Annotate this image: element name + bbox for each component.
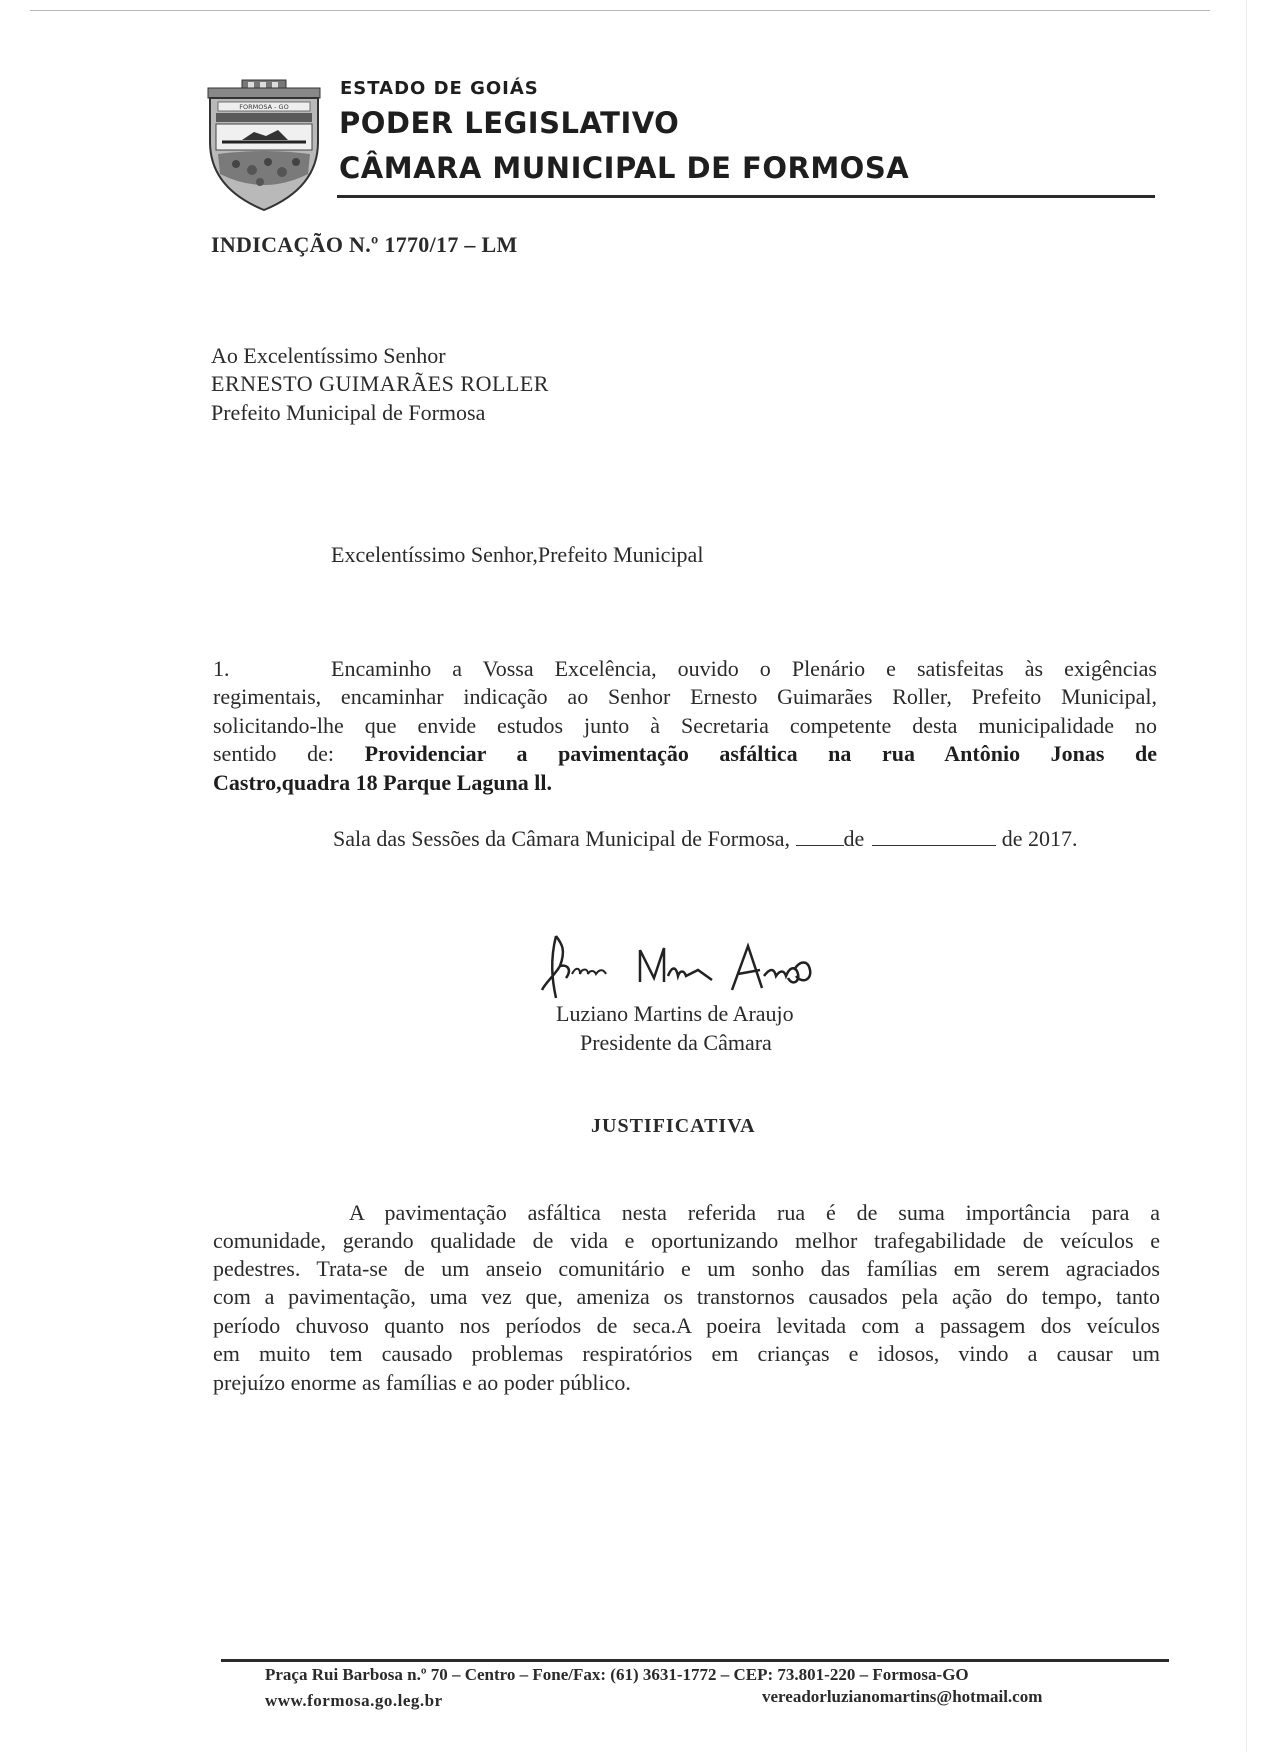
body-text-4: sentido de: — [213, 741, 334, 766]
footer-divider — [221, 1659, 1169, 1662]
body-line-4 — [213, 741, 1157, 767]
body-line-5 — [213, 770, 1157, 796]
scan-edge-line — [30, 10, 1210, 11]
signer-name: Luziano Martins de Araujo — [556, 1001, 794, 1026]
body-line-3: solicitando-lhe que envide estudos junto à Secretaria competente desta municipalidade no — [213, 713, 1157, 738]
month-blank — [872, 829, 996, 846]
day-blank — [796, 829, 844, 846]
justification-line-3: pedestres. Trata-se de um anseio comunitário e um sonho das famílias em serem agraciados — [213, 1256, 1160, 1281]
salutation: Excelentíssimo Senhor,Prefeito Municipal — [331, 542, 704, 567]
body-line-1 — [213, 656, 1157, 682]
request-text-1: Providenciar a pavimentação asfáltica na rua Antônio Jonas de — [364, 741, 1158, 766]
justification-line-7: prejuízo enorme as famílias e ao poder público. — [213, 1370, 631, 1395]
request-text-2: Castro,quadra 18 Parque Laguna ll. — [213, 770, 553, 795]
justification-title: JUSTIFICATIVA — [591, 1115, 756, 1137]
municipal-crest-emblem — [206, 78, 322, 212]
sessions-prefix: Sala das Sessões da Câmara Municipal de Formosa, — [333, 826, 791, 851]
addressee-name: ERNESTO GUIMARÃES ROLLER — [211, 371, 549, 396]
crest-text: FORMOSA - GO — [239, 103, 289, 111]
footer-address: Praça Rui Barbosa n.º 70 – Centro – Fone/Fax: (61) 3631-1772 – CEP: 73.801-220 – Formosa-GO — [265, 1665, 969, 1684]
justification-line-4: com a pavimentação, uma vez que, ameniza os transtornos causados pela ação do tempo, tanto — [213, 1284, 1160, 1309]
sessions-year: de 2017. — [1001, 826, 1078, 851]
state-name: ESTADO DE GOIÁS — [340, 78, 539, 99]
footer-website-link[interactable]: www.formosa.go.leg.br — [265, 1691, 443, 1710]
addressee-line-1: Ao Excelentíssimo Senhor — [211, 343, 446, 368]
signer-role: Presidente da Câmara — [580, 1030, 772, 1055]
justification-line-6: em muito tem causado problemas respiratórios em crianças e idosos, vindo a causar um — [213, 1341, 1160, 1366]
sessions-line — [333, 826, 1153, 852]
chamber-name: CÂMARA MUNICIPAL DE FORMOSA — [339, 151, 910, 185]
body-line-2: regimentais, encaminhar indicação ao Senhor Ernesto Guimarães Roller, Prefeito Municipal, — [213, 684, 1157, 709]
handwritten-signature — [536, 930, 826, 1002]
addressee-title: Prefeito Municipal de Formosa — [211, 400, 486, 425]
item-number: 1. — [213, 656, 230, 681]
legislative-power-title: PODER LEGISLATIVO — [339, 106, 680, 140]
justification-line-1 — [213, 1200, 1160, 1226]
justification-text-1: A pavimentação asfáltica nesta referida rua é de suma importância para a — [349, 1200, 1160, 1225]
document-number: INDICAÇÃO N.º 1770/17 – LM — [211, 232, 518, 257]
justification-line-5: período chuvoso quanto nos períodos de seca.A poeira levitada com a passagem dos veículos — [213, 1313, 1160, 1338]
body-text-1: Encaminho a Vossa Excelência, ouvido o Plenário e satisfeitas às exigências — [331, 656, 1157, 681]
scan-edge-shadow — [1246, 0, 1247, 1752]
footer-email-link[interactable]: vereadorluzianomartins@hotmail.com — [762, 1687, 1043, 1706]
justification-line-2: comunidade, gerando qualidade de vida e oportunizando melhor trafegabilidade de veículos e — [213, 1228, 1160, 1253]
header-divider — [337, 195, 1155, 198]
sessions-de: de — [843, 826, 865, 851]
